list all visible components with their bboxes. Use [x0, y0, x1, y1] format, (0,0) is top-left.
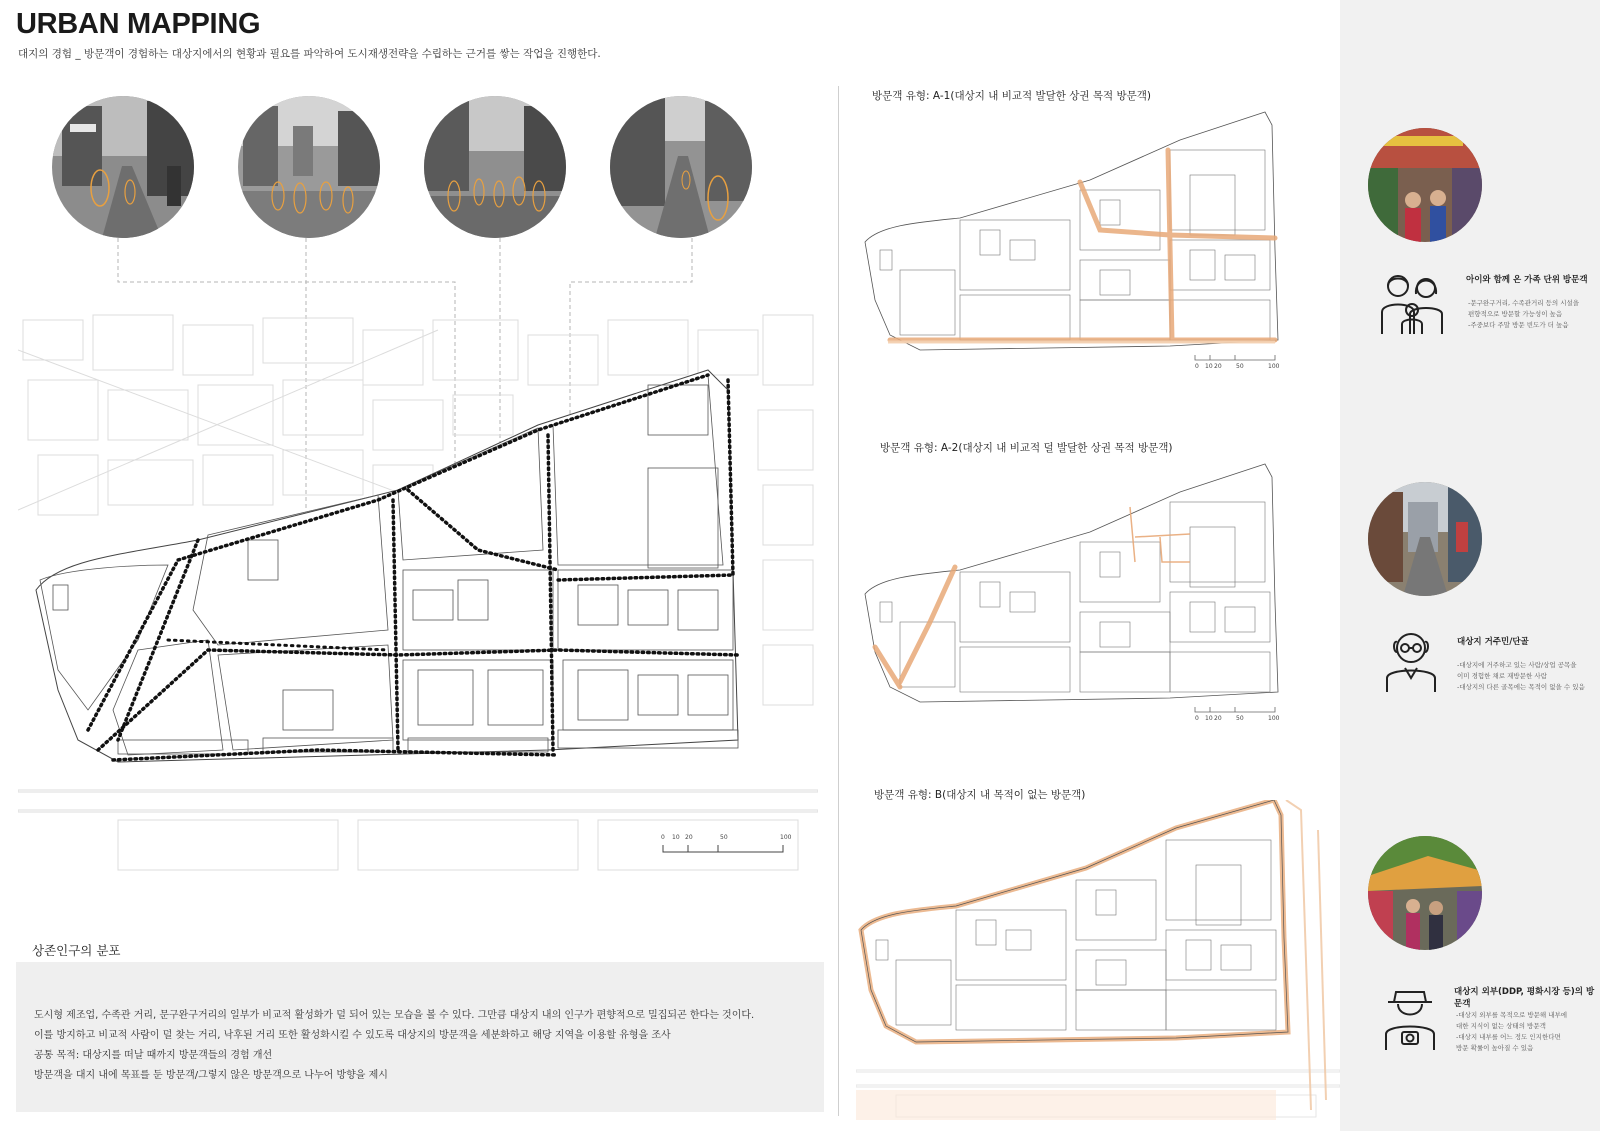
visitor-family-desc-line: -문구완구거리, 수족관거리 등의 시설을	[1468, 299, 1580, 307]
population-distribution-map	[18, 310, 818, 885]
visitor-resident-title: 대상지 거주민/단골	[1457, 637, 1529, 647]
scale-tick-a1-20: 20	[1214, 363, 1222, 370]
visitor-map-a2	[860, 462, 1310, 727]
visitor-resident-desc	[1457, 660, 1585, 693]
population-line-2: 이를 방지하고 비교적 사람이 덜 찾는 거리, 낙후된 거리 또한 활성화시킬 수 있도록 대상지의 방문객을 세분화하고 해당 지역을 이용할 유형을 조사	[34, 1030, 671, 1041]
scale-tick-a2-20: 20	[1214, 715, 1222, 722]
scale-tick-100: 100	[780, 834, 792, 841]
visitor-family-title: 아이와 함께 온 가족 단위 방문객	[1466, 275, 1588, 285]
elderly-resident-icon	[1385, 630, 1437, 692]
scale-tick-0: 0	[661, 834, 665, 841]
population-line-1: 도시형 제조업, 수족관 거리, 문구완구거리의 일부가 비교적 활성화가 덜 되어 있는 모습을 볼 수 있다. 그만큼 대상지 내의 인구가 편향적으로 밀집되곤 한다는 것이다.	[34, 1010, 755, 1021]
visitor-photo-outsider	[1368, 836, 1482, 950]
scale-tick-a2-100: 100	[1268, 715, 1280, 722]
scale-tick-50: 50	[720, 834, 728, 841]
visitor-outsider-desc-line: 방문 확률이 높아질 수 있음	[1456, 1044, 1534, 1052]
population-line-4: 방문객을 대지 내에 목표를 둔 방문객/그렇지 않은 방문객으로 나누어 방향을 제시	[34, 1070, 388, 1081]
visitor-outsider-title: 대상지 외부(DDP, 평화시장 등)의 방문객	[1454, 987, 1595, 1009]
visitor-outsider-desc	[1456, 1010, 1567, 1054]
visitor-type-a2-title: 방문객 유형: A-2(대상지 내 비교적 덜 발달한 상권 목적 방문객)	[880, 442, 1173, 454]
scale-tick-a1-50: 50	[1236, 363, 1244, 370]
visitor-family-desc-line: -주중보다 주말 방문 빈도가 더 높음	[1468, 321, 1569, 329]
visitor-type-b-title: 방문객 유형: B(대상지 내 목적이 없는 방문객)	[874, 789, 1086, 801]
scale-tick-a1-100: 100	[1268, 363, 1280, 370]
visitor-photo-family	[1368, 128, 1482, 242]
scale-tick-10: 10	[672, 834, 680, 841]
visitor-outsider-desc-line: 대한 지식이 없는 상태의 방문객	[1456, 1022, 1546, 1030]
visitor-photo-resident	[1368, 482, 1482, 596]
visitor-resident-desc-line: 이미 경험한 채로 재방문한 사람	[1457, 672, 1547, 680]
visitor-family-desc	[1468, 298, 1579, 331]
visitor-map-a1	[860, 110, 1310, 375]
page-subtitle: 대지의 경험 _ 방문객이 경험하는 대상지에서의 현황과 필요를 파악하여 도시재생전략을 수립하는 근거를 쌓는 작업을 진행한다.	[18, 48, 601, 60]
population-line-3: 공통 목적: 대상지를 떠날 때까지 방문객들의 경험 개선	[34, 1050, 273, 1061]
scale-tick-a2-10: 10	[1205, 715, 1213, 722]
tourist-icon	[1382, 988, 1438, 1050]
visitor-outsider-desc-line: -대상지 외부를 목적으로 방문해 내부에	[1456, 1011, 1568, 1019]
scale-tick-a1-0: 0	[1195, 363, 1199, 370]
visitor-map-b	[856, 800, 1340, 1120]
scale-tick-a2-50: 50	[1236, 715, 1244, 722]
scale-tick-a1-10: 10	[1205, 363, 1213, 370]
page-title: URBAN MAPPING	[16, 8, 261, 40]
visitor-resident-desc-line: -대상지에 거주하고 있는 사람/상업 공목을	[1457, 661, 1577, 669]
visitor-outsider-desc-line: -대상지 내부를 어느 정도 인지한다면	[1456, 1033, 1561, 1041]
visitor-family-desc-line: 편향적으로 방문할 가능성이 높음	[1468, 310, 1563, 318]
visitor-type-a1-title: 방문객 유형: A-1(대상지 내 비교적 발달한 상권 목적 방문객)	[872, 90, 1151, 102]
family-icon	[1378, 272, 1446, 334]
scale-tick-a2-0: 0	[1195, 715, 1199, 722]
scale-tick-20: 20	[685, 834, 693, 841]
population-heading: 상존인구의 분포	[32, 943, 121, 958]
visitor-resident-desc-line: -대상지의 다른 골목에는 목적이 없을 수 있음	[1457, 683, 1585, 691]
